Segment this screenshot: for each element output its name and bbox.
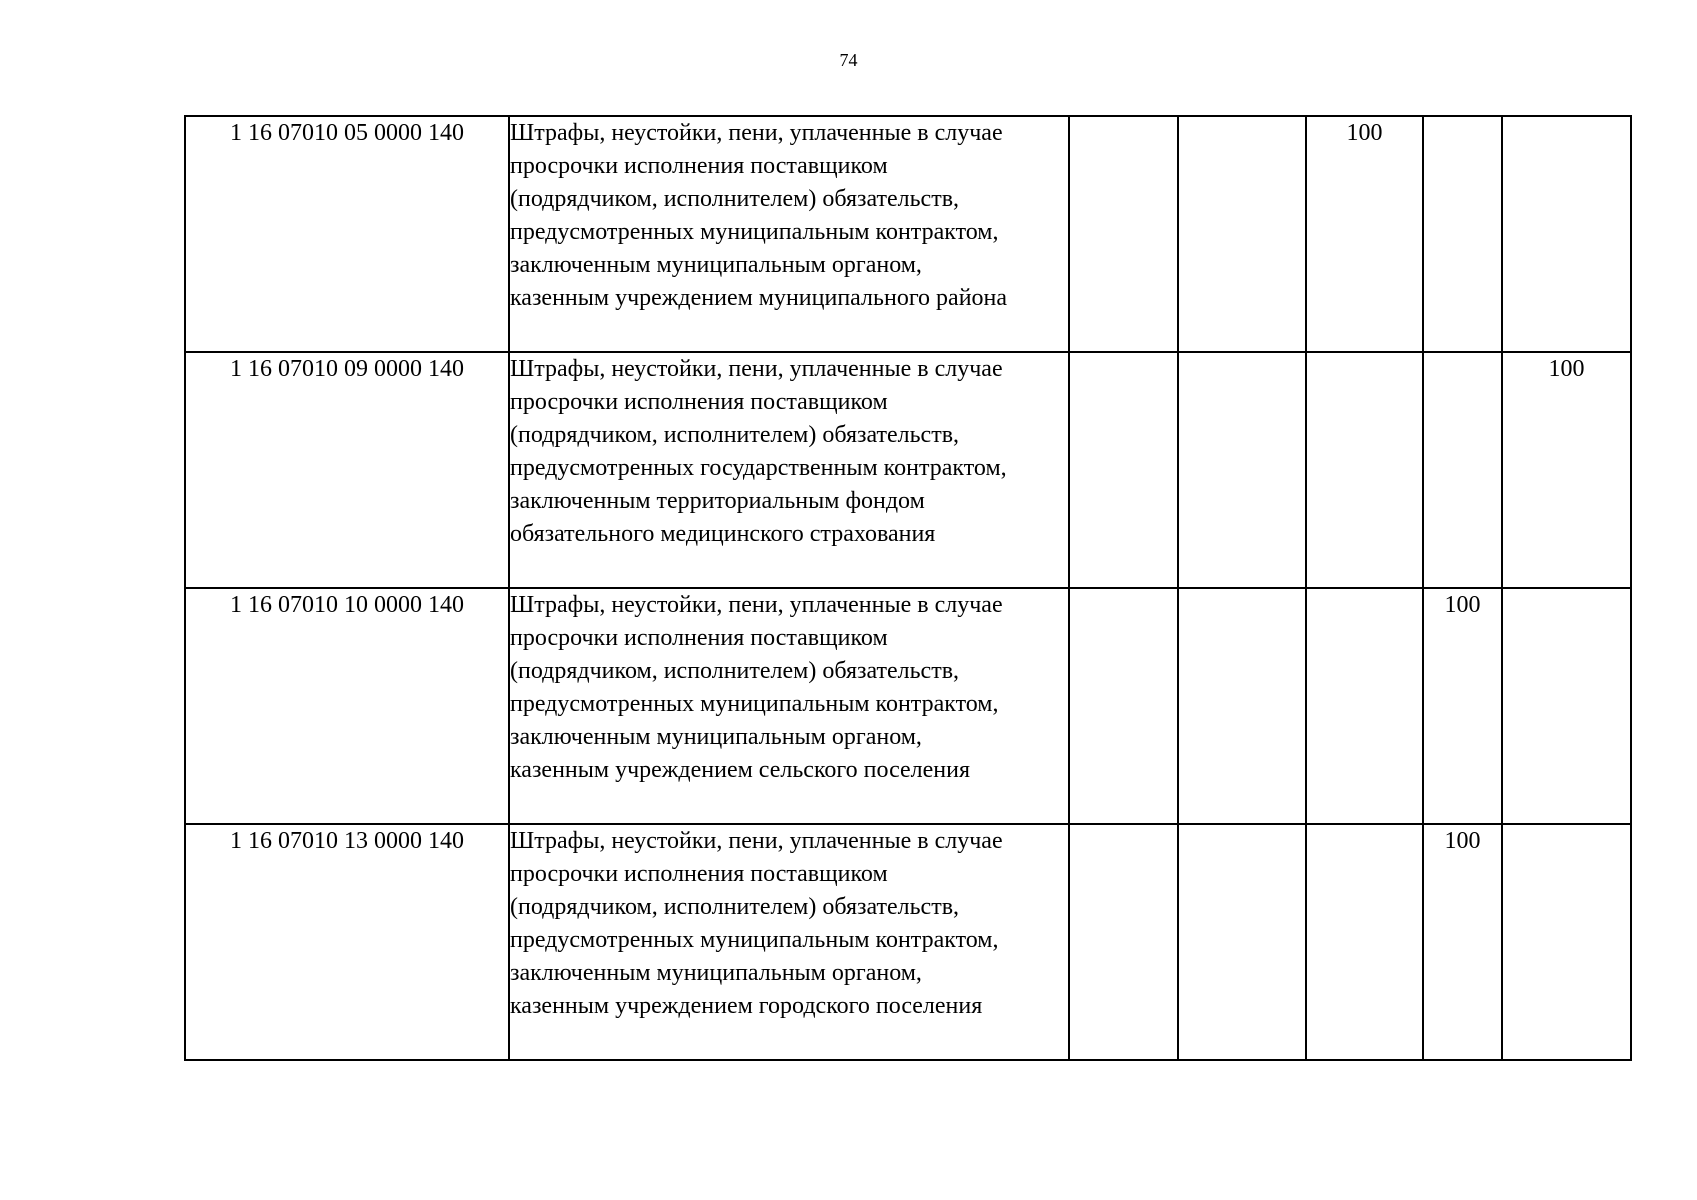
description-line: просрочки исполнения поставщиком — [510, 389, 888, 415]
description-line: предусмотренных муниципальным контрактом, — [510, 927, 999, 953]
value-cell — [1502, 116, 1631, 352]
page-number: 74 — [839, 50, 858, 70]
value-cell — [1306, 588, 1423, 824]
value-cell — [1306, 824, 1423, 1060]
description-line: заключенным муниципальным органом, — [510, 252, 922, 278]
description-line: просрочки исполнения поставщиком — [510, 153, 888, 179]
description-line: просрочки исполнения поставщиком — [510, 861, 888, 887]
budget-code: 1 16 07010 10 0000 140 — [185, 588, 509, 824]
value-cell: 100 — [1306, 116, 1423, 352]
value-cell — [1069, 588, 1178, 824]
description-line: предусмотренных государственным контрактом, — [510, 455, 1007, 481]
description-line: просрочки исполнения поставщиком — [510, 625, 888, 651]
value-cell — [1502, 824, 1631, 1060]
value-cell: 100 — [1423, 824, 1502, 1060]
value-cell — [1178, 588, 1306, 824]
description-line: (подрядчиком, исполнителем) обязательств, — [510, 658, 960, 684]
value-cell — [1069, 352, 1178, 588]
value-cell: 100 — [1423, 588, 1502, 824]
description-line: казенным учреждением городского поселения — [510, 993, 983, 1019]
table-row — [185, 824, 1631, 1060]
description-line: заключенным муниципальным органом, — [510, 960, 922, 986]
description-line: Штрафы, неустойки, пени, уплаченные в случае — [510, 356, 1003, 382]
description-line: обязательного медицинского страхования — [510, 521, 936, 547]
value-cell — [1178, 352, 1306, 588]
table-row — [185, 116, 1631, 352]
revenue-description — [509, 116, 1069, 352]
value-cell: 100 — [1502, 352, 1631, 588]
value-cell — [1178, 824, 1306, 1060]
budget-code: 1 16 07010 09 0000 140 — [185, 352, 509, 588]
table-row — [185, 352, 1631, 588]
value-cell — [1423, 352, 1502, 588]
revenue-description — [509, 588, 1069, 824]
description-line: предусмотренных муниципальным контрактом, — [510, 691, 999, 717]
value-cell — [1306, 352, 1423, 588]
description-line: заключенным муниципальным органом, — [510, 724, 922, 750]
budget-code: 1 16 07010 13 0000 140 — [185, 824, 509, 1060]
value-cell — [1178, 116, 1306, 352]
description-line: Штрафы, неустойки, пени, уплаченные в случае — [510, 120, 1003, 146]
description-line: предусмотренных муниципальным контрактом, — [510, 219, 999, 245]
description-line: Штрафы, неустойки, пени, уплаченные в случае — [510, 592, 1003, 618]
revenue-description — [509, 352, 1069, 588]
revenue-description — [509, 824, 1069, 1060]
value-cell — [1423, 116, 1502, 352]
table-row — [185, 588, 1631, 824]
value-cell — [1502, 588, 1631, 824]
value-cell — [1069, 824, 1178, 1060]
description-line: (подрядчиком, исполнителем) обязательств, — [510, 186, 960, 212]
revenue-table — [184, 115, 1632, 1061]
value-cell — [1069, 116, 1178, 352]
description-line: (подрядчиком, исполнителем) обязательств, — [510, 894, 960, 920]
description-line: Штрафы, неустойки, пени, уплаченные в случае — [510, 828, 1003, 854]
description-line: (подрядчиком, исполнителем) обязательств, — [510, 422, 960, 448]
description-line: казенным учреждением муниципального района — [510, 285, 1008, 311]
budget-code: 1 16 07010 05 0000 140 — [185, 116, 509, 352]
description-line: казенным учреждением сельского поселения — [510, 757, 971, 783]
description-line: заключенным территориальным фондом — [510, 488, 925, 514]
